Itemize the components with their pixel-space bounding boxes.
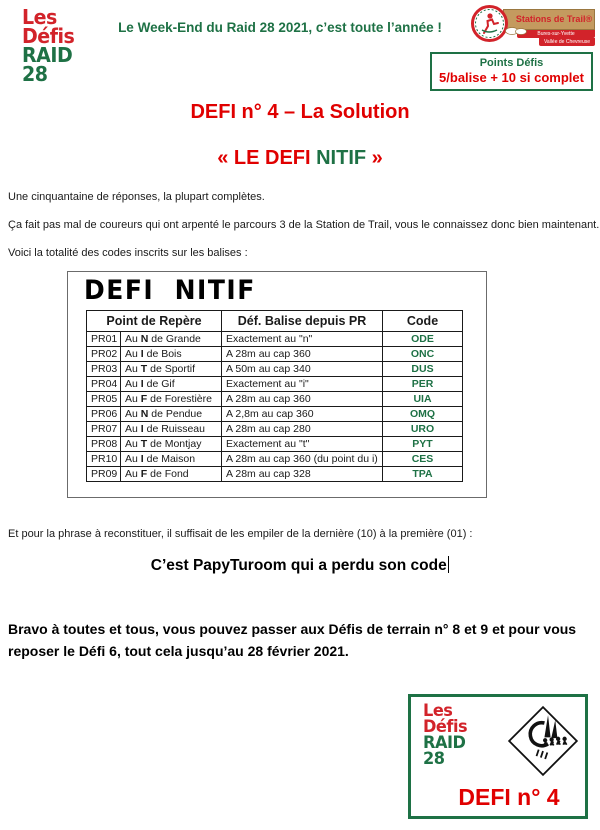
def-cell: A 28m au cap 360 <box>222 392 383 407</box>
pr-cell: PR04 <box>87 377 121 392</box>
shoe-icon <box>505 26 527 36</box>
table-row <box>87 422 463 437</box>
pr-cell: PR08 <box>87 437 121 452</box>
repere-cell: Au I de Gif <box>121 377 222 392</box>
code-cell: UIA <box>383 392 463 407</box>
codes-table <box>86 310 463 482</box>
column-header-repere: Point de Repère <box>87 311 222 332</box>
logo-line: RAID <box>423 733 466 753</box>
pr-cell: PR01 <box>87 332 121 347</box>
def-cell: A 28m au cap 328 <box>222 467 383 482</box>
page-subtitle <box>0 147 600 170</box>
code-cell: PYT <box>383 437 463 452</box>
footer-defi-label: DEFI n° 4 <box>458 784 560 810</box>
table-row <box>87 377 463 392</box>
raid28-logo <box>22 5 75 86</box>
logo-line: RAID <box>22 43 73 67</box>
repere-cell: Au N de Grande <box>121 332 222 347</box>
pr-cell: PR10 <box>87 452 121 467</box>
def-cell: A 28m au cap 360 <box>222 347 383 362</box>
code-cell: DUS <box>383 362 463 377</box>
logo-line: 28 <box>22 62 48 86</box>
pr-cell: PR03 <box>87 362 121 377</box>
stations-de-trail-banner: Stations de Trail® <box>503 9 595 30</box>
pr-cell: PR05 <box>87 392 121 407</box>
code-cell: ONC <box>383 347 463 362</box>
solution-phrase[interactable]: C’est PapyTuroom qui a perdu son code <box>0 556 600 575</box>
def-cell: Exactement au "n" <box>222 332 383 347</box>
footer-stamp-box <box>408 694 588 819</box>
header-tagline: Le Week-End du Raid 28 2021, c’est toute l’année ! <box>118 20 442 35</box>
code-cell: OMQ <box>383 407 463 422</box>
repere-cell: Au N de Pendue <box>121 407 222 422</box>
code-cell: CES <box>383 452 463 467</box>
table-row <box>87 407 463 422</box>
def-cell: Exactement au "i" <box>222 377 383 392</box>
code-cell: URO <box>383 422 463 437</box>
def-cell: A 50m au cap 340 <box>222 362 383 377</box>
raid28-logo-footer <box>423 703 467 767</box>
defi-nitif-table-container <box>67 271 487 498</box>
def-cell: A 28m au cap 280 <box>222 422 383 437</box>
table-row <box>87 332 463 347</box>
table-header-row <box>87 311 463 332</box>
cathedral-runners-diamond-icon <box>507 705 579 777</box>
points-defis-value: 5/balise + 10 si complet <box>439 70 584 85</box>
table-row <box>87 452 463 467</box>
repere-cell: Au I de Maison <box>121 452 222 467</box>
code-cell: PER <box>383 377 463 392</box>
logo-line: Les <box>423 701 453 721</box>
repere-cell: Au I de Bois <box>121 347 222 362</box>
column-header-def: Déf. Balise depuis PR <box>222 311 383 332</box>
stations-location-strip: Bures-sur-Yvette <box>517 30 595 38</box>
table-title: DEFI NITIF <box>84 274 256 306</box>
pr-cell: PR06 <box>87 407 121 422</box>
paragraph-responses: Une cinquantaine de réponses, la plupart complètes. <box>8 191 265 203</box>
repere-cell: Au F de Fond <box>121 467 222 482</box>
code-cell: ODE <box>383 332 463 347</box>
logo-line: Défis <box>423 717 468 737</box>
repere-cell: Au T de Sportif <box>121 362 222 377</box>
column-header-code: Code <box>383 311 463 332</box>
text-cursor <box>448 556 450 573</box>
subtitle-open: « LE DEFI <box>217 147 317 169</box>
table-row <box>87 347 463 362</box>
table-row <box>87 467 463 482</box>
table-row <box>87 437 463 452</box>
table-row <box>87 392 463 407</box>
stations-de-trail-badge <box>471 5 508 42</box>
runner-icon <box>474 8 505 39</box>
def-cell: A 2,8m au cap 360 <box>222 407 383 422</box>
repere-cell: Au T de Montjay <box>121 437 222 452</box>
repere-cell: Au F de Forestière <box>121 392 222 407</box>
def-cell: A 28m au cap 360 (du point du i) <box>222 452 383 467</box>
table-row <box>87 362 463 377</box>
pr-cell: PR07 <box>87 422 121 437</box>
logo-line: Les <box>22 5 57 29</box>
closing-paragraph: Bravo à toutes et tous, vous pouvez passer aux Défis de terrain n° 8 et 9 et pour vous reposer le Défi 6, tout cela jusqu’au 28 février 2021. <box>8 621 577 659</box>
subtitle-highlight: NITIF <box>316 147 367 169</box>
stations-valley-strip: Vallée de Chevreuse <box>539 38 595 46</box>
points-defis-title: Points Défis <box>479 57 544 69</box>
subtitle-close: » <box>366 147 383 169</box>
points-defis-box <box>430 52 593 91</box>
def-cell: Exactement au "t" <box>222 437 383 452</box>
pr-cell: PR09 <box>87 467 121 482</box>
paragraph-codes-intro: Voici la totalité des codes inscrits sur les balises : <box>8 247 248 259</box>
logo-line: 28 <box>423 749 445 769</box>
repere-cell: Au I de Ruisseau <box>121 422 222 437</box>
page-title: DEFI n° 4 – La Solution <box>190 101 410 123</box>
code-cell: TPA <box>383 467 463 482</box>
paragraph-coureurs: Ça fait pas mal de coureurs qui ont arpenté le parcours 3 de la Station de Trail, vous le connaissez donc bien maintenant. <box>8 219 600 231</box>
logo-line: Défis <box>22 24 75 48</box>
pr-cell: PR02 <box>87 347 121 362</box>
solution-intro: Et pour la phrase à reconstituer, il suffisait de les empiler de la dernière (10) à la première (01) : <box>8 528 473 540</box>
